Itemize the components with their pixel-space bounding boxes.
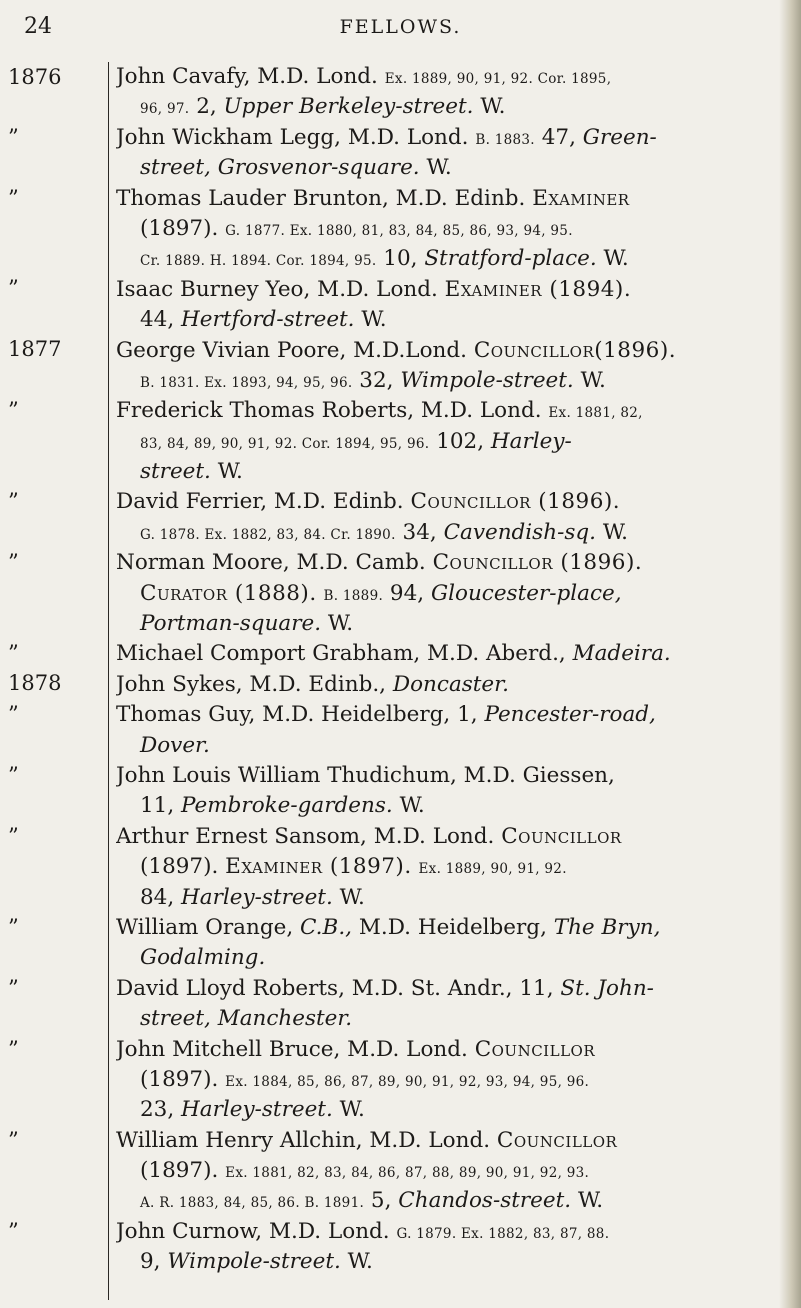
list-line	[116, 1095, 784, 1125]
list-line	[116, 62, 784, 92]
address-number: 23,	[140, 1097, 175, 1123]
address-street: Harley-street.	[181, 884, 333, 910]
fellow-offices: B. 1883.	[475, 131, 535, 148]
address-number: 84,	[140, 884, 175, 910]
address-number: 102,	[436, 428, 485, 454]
fellow-title-year: (1897).	[140, 1158, 219, 1184]
address-street: St. John-	[560, 975, 654, 1001]
address-street: Green-	[582, 124, 657, 150]
address-street: Stratford-place.	[424, 246, 597, 272]
address-district: W.	[426, 155, 452, 181]
fellow-offices: G. 1878. Ex. 1882, 83, 84. Cr. 1890.	[140, 526, 396, 543]
list-line	[116, 366, 784, 396]
address-district: W.	[580, 367, 606, 393]
year-marker: ”	[8, 276, 19, 300]
list-line	[116, 427, 784, 457]
fellow-name: Frederick Thomas Roberts, M.D. Lond.	[116, 398, 542, 424]
address-district: W.	[327, 611, 354, 637]
address-street: Portman-square.	[140, 611, 322, 637]
list-line	[116, 92, 784, 122]
address-district: W.	[347, 1249, 373, 1275]
year-marker: ”	[8, 702, 19, 726]
address-number: 47,	[541, 124, 576, 150]
fellow-title: Examiner (1897).	[225, 854, 412, 880]
fellow-offices: Ex. 1881, 82, 83, 84, 86, 87, 88, 89, 90, 91, 92, 93.	[225, 1165, 590, 1182]
address-district: W.	[603, 246, 629, 272]
fellow-title-year: (1897).	[140, 854, 219, 880]
fellow-name: John Mitchell Bruce, M.D. Lond.	[116, 1036, 468, 1062]
list-line	[116, 731, 784, 761]
fellow-title: Examiner (1894).	[444, 276, 632, 302]
fellow-name: Arthur Ernest Sansom, M.D. Lond.	[116, 823, 495, 849]
address-district: W.	[217, 459, 243, 485]
list-line	[116, 883, 784, 913]
address-place: Dover.	[140, 732, 210, 758]
fellow-offices: Ex. 1889, 90, 91, 92.	[418, 861, 567, 878]
fellow-name: Thomas Guy, M.D. Heidelberg, 1,	[116, 702, 478, 728]
year-marker: ”	[8, 125, 19, 149]
year-marker: ”	[8, 824, 19, 848]
list-line	[116, 670, 784, 700]
address-place: Doncaster.	[392, 671, 509, 697]
fellow-name: Thomas Lauder Brunton, M.D. Edinb.	[116, 185, 526, 211]
address-street: Upper Berkeley-street.	[223, 94, 474, 120]
list-line	[116, 974, 784, 1004]
address-street: Harley-street.	[181, 1097, 333, 1123]
fellow-offices: Ex. 1881, 82,	[548, 405, 643, 422]
fellow-title: Examiner	[532, 185, 630, 211]
year-marker: ”	[8, 186, 19, 210]
address-place: Godalming.	[140, 945, 266, 971]
fellow-title: Councillor (1896).	[432, 550, 643, 576]
address-number: 94,	[389, 580, 425, 606]
address-number: 11,	[140, 793, 175, 819]
fellow-degree: M.D. Heidelberg,	[358, 914, 547, 940]
address-district: W.	[339, 884, 365, 910]
fellow-name: George Vivian Poore, M.D.Lond.	[116, 337, 467, 363]
address-number: 44,	[140, 307, 175, 333]
year-marker: 1878	[8, 671, 62, 695]
list-line	[116, 913, 784, 943]
address-district: W.	[480, 94, 506, 120]
list-line	[116, 1217, 784, 1247]
fellow-title: Councillor (1896).	[410, 489, 621, 515]
fellow-offices: 83, 84, 89, 90, 91, 92. Cor. 1894, 95, 96.	[140, 435, 430, 452]
list-line	[116, 852, 784, 882]
fellow-name: John Sykes, M.D. Edinb.,	[116, 671, 387, 697]
list-line	[116, 457, 784, 487]
year-marker: ”	[8, 489, 19, 513]
address-district: W.	[577, 1188, 604, 1214]
year-marker: ”	[8, 641, 19, 665]
list-line	[116, 1004, 784, 1034]
address-street: Cavendish-sq.	[443, 519, 596, 545]
list-line	[116, 791, 784, 821]
list-line	[116, 123, 784, 153]
list-line	[116, 700, 784, 730]
address-district: W.	[339, 1097, 365, 1123]
list-line	[116, 761, 784, 791]
fellow-offices: B. 1889.	[323, 587, 384, 604]
address-number: 9,	[140, 1249, 161, 1275]
fellows-list	[116, 62, 784, 1278]
page-header	[0, 14, 801, 48]
fellow-title: Councillor(1896).	[473, 337, 677, 363]
list-line	[116, 336, 784, 366]
fellow-name: Norman Moore, M.D. Camb.	[116, 550, 426, 576]
year-marker: ”	[8, 915, 19, 939]
year-marker: ”	[8, 1128, 19, 1152]
address-number: 32,	[359, 367, 394, 393]
fellow-title: Curator (1888).	[140, 580, 317, 606]
fellow-name: John Wickham Legg, M.D. Lond.	[116, 124, 469, 150]
address-number: 10,	[383, 246, 418, 272]
list-line	[116, 1156, 784, 1186]
fellow-name: David Lloyd Roberts, M.D. St. Andr., 11,	[116, 975, 554, 1001]
year-marker: ”	[8, 976, 19, 1000]
address-street: street.	[140, 459, 211, 485]
address-place: Madeira.	[572, 641, 671, 667]
fellow-offices: Ex. 1884, 85, 86, 87, 89, 90, 91, 92, 93, 94, 95, 96.	[225, 1073, 590, 1090]
address-street: Wimpole-street.	[167, 1249, 341, 1275]
fellow-name: Isaac Burney Yeo, M.D. Lond.	[116, 276, 438, 302]
fellow-name: John Curnow, M.D. Lond.	[116, 1218, 390, 1244]
fellow-title-year: (1897).	[140, 215, 219, 241]
fellow-name: William Orange,	[116, 914, 294, 940]
fellow-offices: A. R. 1883, 84, 85, 86. B. 1891.	[140, 1195, 365, 1212]
address-street: Chandos-street.	[398, 1188, 572, 1214]
fellow-name: Michael Comport Grabham, M.D. Aberd.,	[116, 641, 566, 667]
fellow-offices: Ex. 1889, 90, 91, 92. Cor. 1895,	[384, 71, 612, 87]
fellow-offices: Cr. 1889. H. 1894. Cor. 1894, 95.	[140, 253, 377, 270]
fellow-title: Councillor	[496, 1127, 618, 1153]
fellow-offices: G. 1879. Ex. 1882, 83, 87, 88.	[396, 1225, 610, 1242]
year-marker: 1876	[8, 65, 62, 89]
fellow-offices: G. 1877. Ex. 1880, 81, 83, 84, 85, 86, 93, 94, 95.	[225, 222, 573, 239]
address-number: 34,	[402, 519, 437, 545]
address-street: Hertford-street.	[181, 307, 355, 333]
fellow-title-year: (1897).	[140, 1066, 219, 1092]
list-line	[116, 548, 784, 578]
list-line	[116, 609, 784, 639]
list-line	[116, 305, 784, 335]
address-street: Pembroke-gardens.	[181, 793, 393, 819]
address-street: street, Grosvenor-square.	[140, 155, 420, 181]
running-title: FELLOWS.	[339, 16, 462, 38]
list-line	[116, 1035, 784, 1065]
year-marker: ”	[8, 398, 19, 422]
year-marker: ”	[8, 1219, 19, 1243]
address-street: Pencester-road,	[484, 702, 656, 728]
address-street: Gloucester-place,	[430, 580, 622, 606]
fellow-title: Councillor	[501, 823, 622, 849]
address-district: W.	[399, 793, 425, 819]
address-number: 2,	[196, 94, 217, 120]
list-line	[116, 487, 784, 517]
fellow-offices: 96, 97.	[140, 101, 190, 118]
list-line	[116, 579, 784, 609]
column-rule	[108, 62, 109, 1300]
address-street: Harley-	[490, 428, 572, 454]
list-line	[116, 1186, 784, 1216]
year-marker: ”	[8, 550, 19, 574]
address-number: 5,	[370, 1188, 392, 1214]
year-marker: 1877	[8, 337, 62, 361]
year-marker: ”	[8, 763, 19, 787]
address-district: W.	[361, 307, 387, 333]
list-line	[116, 943, 784, 973]
list-line	[116, 153, 784, 183]
list-line	[116, 184, 784, 214]
fellow-honour: C.B.,	[300, 914, 352, 940]
address-street: The Bryn,	[553, 914, 661, 940]
fellow-name: John Louis William Thudichum, M.D. Giessen,	[116, 762, 615, 788]
list-line	[116, 214, 784, 244]
list-line	[116, 518, 784, 548]
year-marker: ”	[8, 1037, 19, 1061]
fellow-offices: B. 1831. Ex. 1893, 94, 95, 96.	[140, 374, 353, 391]
fellow-title: Councillor	[474, 1036, 596, 1062]
page-number: 24	[24, 14, 52, 39]
list-line	[116, 1065, 784, 1095]
address-district: W.	[602, 519, 628, 545]
list-line	[116, 1247, 784, 1277]
address-street: Wimpole-street.	[400, 367, 574, 393]
fellow-name: John Cavafy, M.D. Lond.	[116, 64, 378, 89]
list-line	[116, 639, 784, 669]
fellow-name: David Ferrier, M.D. Edinb.	[116, 489, 404, 515]
address-place: street, Manchester.	[140, 1006, 353, 1032]
fellow-name: William Henry Allchin, M.D. Lond.	[116, 1127, 491, 1153]
list-line	[116, 1126, 784, 1156]
list-line	[116, 822, 784, 852]
list-line	[116, 244, 784, 274]
list-line	[116, 396, 784, 426]
list-line	[116, 275, 784, 305]
